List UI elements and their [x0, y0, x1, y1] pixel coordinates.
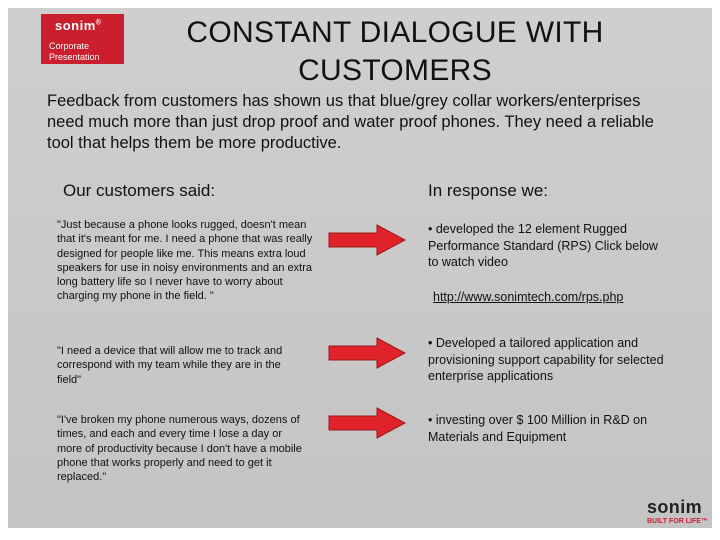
rps-video-link[interactable]: http://www.sonimtech.com/rps.php — [433, 290, 624, 304]
right-arrow-icon — [327, 224, 407, 256]
customer-quote: "I need a device that will allow me to track and correspond with my team while they are in the field" — [57, 345, 283, 386]
brand-slogan: BUILT FOR LIFE™ — [647, 518, 708, 525]
customers-said-heading: Our customers said: — [63, 181, 216, 200]
response-item: • Developed a tailored application and provisioning support capability for selected enterprise applications — [428, 336, 664, 383]
intro-paragraph: Feedback from customers has shown us that blue/grey collar workers/enterprises need much more than just drop proof and water proof phones. They need a reliable tool that helps them be more productive. — [47, 92, 654, 152]
customer-quote: "I've broken my phone numerous ways, dozens of times, and each and every time I lose a day or more of productivity because I don't have a mobile phone that works properly and need to get it replaced." — [57, 414, 302, 484]
badge-line-2: Presentation — [49, 52, 100, 62]
badge-line-1: Corporate — [49, 41, 90, 51]
corporate-badge — [41, 14, 124, 64]
sonim-logo-icon: sonim — [647, 497, 703, 517]
response-item: • investing over $ 100 Million in R&D on Materials and Equipment — [428, 413, 648, 444]
right-arrow-icon — [327, 337, 407, 369]
sonim-logo-icon: sonim® — [55, 18, 102, 33]
page-title: CONSTANT DIALOGUE WITH CUSTOMERS — [186, 16, 604, 87]
footer-logo — [645, 494, 709, 528]
response-heading: In response we: — [428, 181, 549, 200]
right-arrow-icon — [327, 407, 407, 439]
customer-quote: "Just because a phone looks rugged, doesn't mean that it's meant for me. I need a phone that was really designed for people like me. This means extra loud speakers for use in noisy environments and an extra long battery life so I never have to worry about charging my phone in the field. " — [57, 219, 313, 303]
response-item: • developed the 12 element Rugged Performance Standard (RPS) Click below to watch video — [428, 222, 658, 269]
